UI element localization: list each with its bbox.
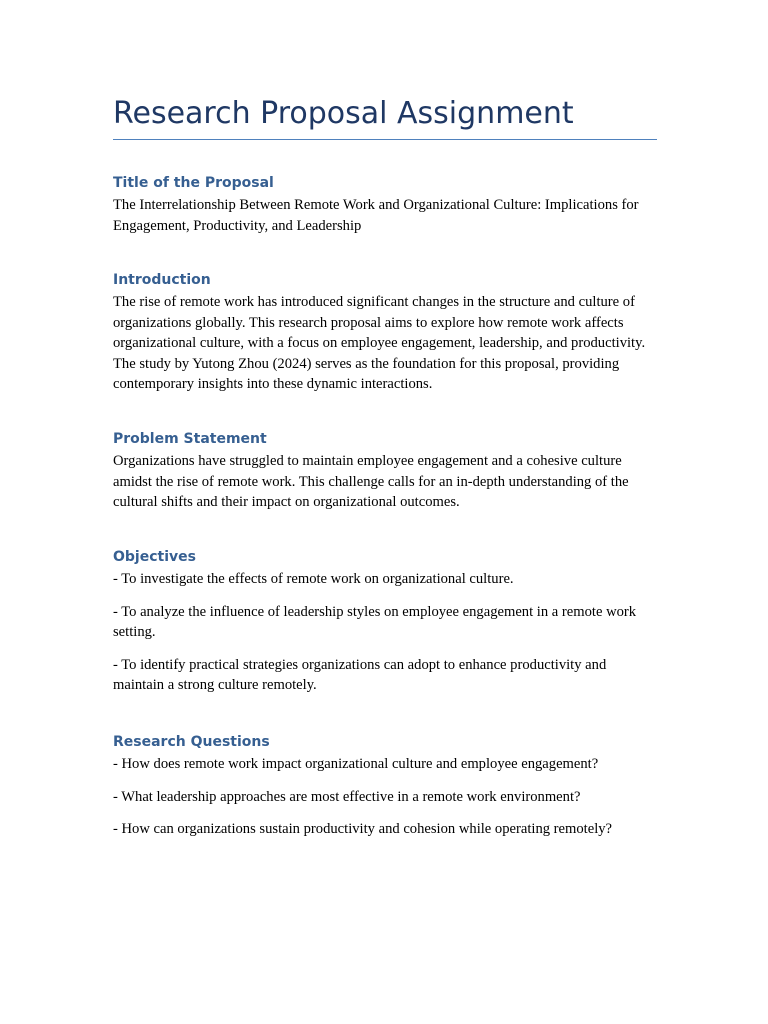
problem-statement-text: Organizations have struggled to maintain employee engagement and a cohesive culture amidst the rise of remote work. This challenge calls for an in-depth understanding of the cultural shifts and their impact on organizational outcomes.	[113, 453, 629, 511]
section-heading: Introduction	[113, 272, 211, 288]
objective-item: - To investigate the effects of remote work on organizational culture.	[113, 571, 514, 587]
research-question-item: - How does remote work impact organizational culture and employee engagement?	[113, 756, 599, 772]
research-question-item: - What leadership approaches are most effective in a remote work environment?	[113, 788, 581, 805]
section-heading: Problem Statement	[113, 431, 267, 447]
section-introduction	[113, 270, 658, 395]
section-research-questions	[113, 732, 658, 840]
research-question-item: - How can organizations sustain productivity and cohesion while operating remotely?	[113, 821, 613, 838]
section-problem-statement	[113, 429, 658, 513]
section-heading: Objectives	[113, 549, 196, 565]
objective-item: - To identify practical strategies organizations can adopt to enhance productivity and maintain a strong culture remotely.	[113, 656, 607, 694]
proposal-title-text: The Interrelationship Between Remote Work and Organizational Culture: Implications for Engagement, Productivity, and Leadership	[113, 197, 639, 234]
section-objectives	[113, 547, 658, 696]
objective-item: - To analyze the influence of leadership styles on employee engagement in a remote work setting.	[113, 603, 637, 641]
section-heading: Research Questions	[113, 734, 270, 750]
section-title-of-proposal	[113, 173, 658, 236]
section-heading: Title of the Proposal	[113, 175, 274, 191]
document-title: Research Proposal Assignment	[113, 96, 574, 131]
title-divider	[113, 139, 657, 140]
introduction-text: The rise of remote work has introduced significant changes in the structure and culture of organizations globally. This research proposal aims to explore how remote work affects organizational culture, with a focus on employee engagement, leadership, and productivity. The study by Yutong Zhou (2024) serves as the foundation for this proposal, providing contemporary insights into these dynamic interactions.	[113, 294, 646, 393]
